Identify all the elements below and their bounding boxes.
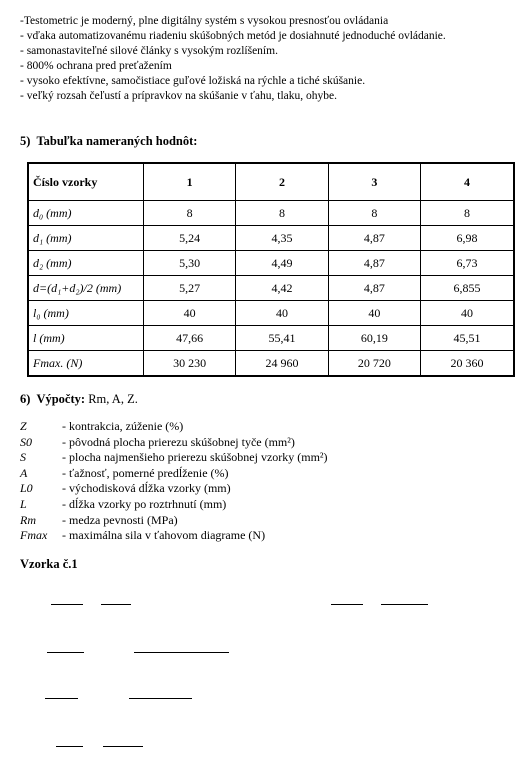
table-row: [28, 351, 514, 377]
legend-symbol: Z: [20, 419, 27, 433]
table-row: [28, 301, 514, 326]
feature-item: - samonastaviteľné silové články s vysokým rozlíšením.: [20, 45, 278, 57]
table-cell: 47,66: [144, 326, 236, 351]
table-row: [28, 226, 514, 251]
fraction-line: [47, 652, 84, 653]
legend-text: - dĺžka vzorky po roztrhnutí (mm): [62, 496, 227, 511]
table-cell: 6,73: [421, 251, 514, 276]
legend-text: - plocha najmenšieho prierezu skúšobnej vzorky (mm²): [62, 450, 328, 465]
table-cell: 45,51: [421, 326, 514, 351]
table-cell: 6,98: [421, 226, 514, 251]
legend-symbol: A: [20, 465, 28, 480]
column-header: 2: [236, 163, 328, 201]
table-cell: 5,30: [144, 251, 236, 276]
legend-item: [20, 450, 328, 466]
legend-text: - ťažnosť, pomerné predĺženie (%): [62, 465, 229, 480]
section-6-heading: 6) Výpočty: Rm, A, Z.: [20, 392, 138, 406]
legend-symbol: L: [20, 496, 27, 511]
table-cell: 24 960: [236, 351, 328, 377]
fraction-line: [56, 746, 83, 747]
legend-text: - maximálna sila v ťahovom diagrame (N): [62, 528, 266, 543]
feature-item: - 800% ochrana pred preťažením: [20, 60, 172, 72]
table-row: [28, 326, 514, 351]
table-cell: 4,87: [328, 276, 420, 301]
table-cell: 4,87: [328, 251, 420, 276]
legend-text: - pôvodná plocha prierezu skúšobnej tyče (mm²): [62, 434, 295, 449]
row-label: d₁ (mm): [28, 226, 144, 251]
column-header: 1: [144, 163, 236, 201]
symbol-legend: [20, 419, 328, 544]
table-cell: 20 720: [328, 351, 420, 377]
table-cell: 30 230: [144, 351, 236, 377]
table-cell: 60,19: [328, 326, 420, 351]
row-label: l₀ (mm): [28, 301, 144, 326]
legend-text: - kontrakcia, zúženie (%): [62, 419, 184, 433]
section-5-heading: 5) Tabuľka nameraných hodnôt:: [20, 134, 198, 148]
column-header: 3: [328, 163, 420, 201]
legend-item: [20, 513, 328, 529]
table-header-row: [28, 163, 514, 201]
table-cell: 8: [328, 201, 420, 226]
table-cell: 40: [328, 301, 420, 326]
table-cell: 5,27: [144, 276, 236, 301]
row-label: d₂ (mm): [28, 251, 144, 276]
feature-item: -Testometric je moderný, plne digitálny systém s vysokou presnosťou ovládania: [20, 15, 389, 27]
table-corner-cell: Číslo vzorky: [28, 163, 144, 201]
feature-item: - vďaka automatizovanému riadeniu skúšobných metód je dosiahnuté jednoduché ovládanie.: [20, 30, 446, 42]
fraction-line: [45, 698, 78, 699]
table-cell: 4,42: [236, 276, 328, 301]
sample-heading: Vzorka č.1: [20, 557, 78, 571]
legend-item: [20, 481, 328, 497]
feature-item: - vysoko efektívne, samočistiace guľové ložiská na rýchle a tiché skúšanie.: [20, 75, 366, 87]
fraction-line: [381, 604, 428, 605]
fraction-line: [134, 652, 229, 653]
table-cell: 4,87: [328, 226, 420, 251]
fraction-line: [103, 746, 143, 747]
table-cell: 4,35: [236, 226, 328, 251]
measurement-table: [27, 162, 515, 377]
legend-symbol: Rm: [20, 512, 36, 527]
legend-item: [20, 528, 328, 544]
fraction-line: [331, 604, 363, 605]
table-row: [28, 251, 514, 276]
table-cell: 8: [144, 201, 236, 226]
fraction-line: [129, 698, 192, 699]
table-cell: 40: [421, 301, 514, 326]
fraction-line: [101, 604, 131, 605]
legend-text: - východisková dĺžka vzorky (mm): [62, 481, 231, 496]
legend-symbol: L0: [20, 481, 33, 496]
legend-item: [20, 419, 328, 435]
legend-item: [20, 497, 328, 513]
table-cell: 40: [144, 301, 236, 326]
table-cell: 4,49: [236, 251, 328, 276]
feature-list: [20, 14, 446, 104]
row-label: d=(d₁+d₂)/2 (mm): [28, 276, 144, 301]
row-label: l (mm): [28, 326, 144, 351]
legend-symbol: S0: [20, 434, 32, 449]
table-cell: 40: [236, 301, 328, 326]
table-row: [28, 276, 514, 301]
table-row: [28, 201, 514, 226]
legend-symbol: S: [20, 450, 26, 465]
legend-text: - medza pevnosti (MPa): [62, 512, 178, 527]
feature-item: - veľký rozsah čeľustí a prípravkov na skúšanie v ťahu, tlaku, ohybe.: [20, 90, 338, 102]
table-cell: 20 360: [421, 351, 514, 377]
column-header: 4: [421, 163, 514, 201]
table-cell: 5,24: [144, 226, 236, 251]
table-cell: 6,855: [421, 276, 514, 301]
row-label: Fmax. (N): [28, 351, 144, 377]
table-cell: 8: [421, 201, 514, 226]
fraction-line: [51, 604, 83, 605]
legend-item: [20, 435, 328, 451]
table-cell: 8: [236, 201, 328, 226]
legend-symbol: Fmax: [20, 528, 48, 543]
table-cell: 55,41: [236, 326, 328, 351]
legend-item: [20, 466, 328, 482]
row-label: d₀ (mm): [28, 201, 144, 226]
